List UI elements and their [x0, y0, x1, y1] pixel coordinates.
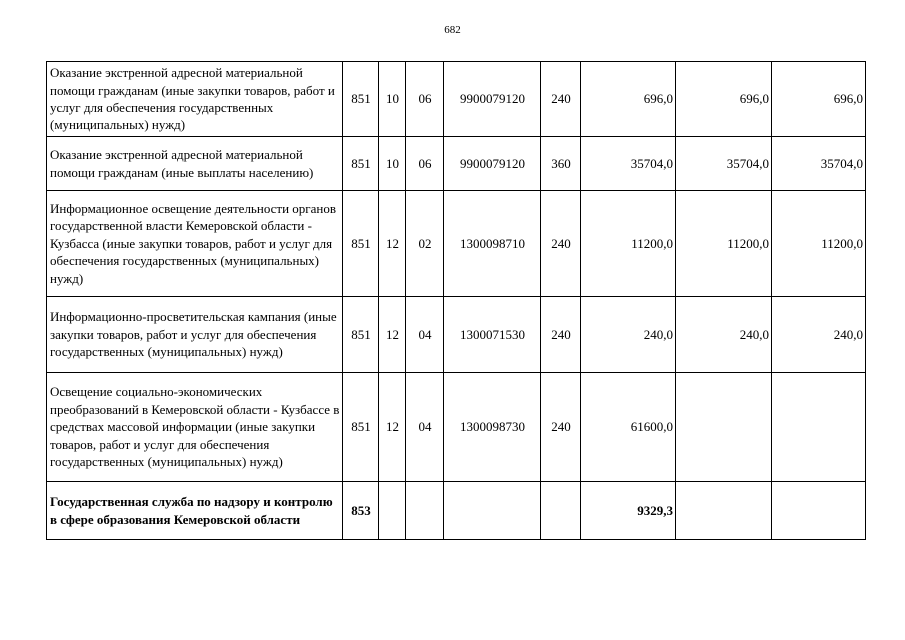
cell-sum-3: 11200,0 — [772, 191, 866, 297]
cell-ved: 853 — [343, 482, 379, 540]
cell-rz: 12 — [379, 297, 406, 373]
table-row-section-total — [47, 482, 866, 540]
cell-rz: 12 — [379, 191, 406, 297]
row-name: Оказание экстренной адресной материальной помощи гражданам (иные выплаты населению) — [47, 137, 343, 191]
cell-vr: 360 — [541, 137, 581, 191]
cell-sum-1: 696,0 — [581, 62, 676, 137]
table-row — [47, 137, 866, 191]
cell-pr: 06 — [406, 62, 444, 137]
cell-ved: 851 — [343, 137, 379, 191]
cell-csr: 1300071530 — [444, 297, 541, 373]
cell-ved: 851 — [343, 373, 379, 482]
cell-rz: 12 — [379, 373, 406, 482]
cell-ved: 851 — [343, 191, 379, 297]
cell-pr: 06 — [406, 137, 444, 191]
budget-table — [46, 61, 866, 540]
cell-csr: 9900079120 — [444, 62, 541, 137]
cell-ved: 851 — [343, 62, 379, 137]
row-name: Оказание экстренной адресной материальной помощи гражданам (иные закупки товаров, работ и услуг для обеспечения государственных (муниципальных) нужд) — [47, 62, 343, 137]
cell-ved: 851 — [343, 297, 379, 373]
cell-pr: 04 — [406, 297, 444, 373]
row-name: Государственная служба по надзору и контролю в сфере образования Кемеровской области — [47, 482, 343, 540]
page-number: 682 — [444, 24, 461, 36]
cell-vr: 240 — [541, 297, 581, 373]
cell-csr — [444, 482, 541, 540]
cell-csr: 1300098710 — [444, 191, 541, 297]
cell-sum-2 — [676, 482, 772, 540]
cell-vr — [541, 482, 581, 540]
cell-csr: 9900079120 — [444, 137, 541, 191]
cell-sum-2: 11200,0 — [676, 191, 772, 297]
cell-rz — [379, 482, 406, 540]
cell-sum-3 — [772, 373, 866, 482]
cell-sum-2: 35704,0 — [676, 137, 772, 191]
table-row — [47, 297, 866, 373]
cell-pr: 02 — [406, 191, 444, 297]
cell-sum-3 — [772, 482, 866, 540]
row-name: Информационное освещение деятельности органов государственной власти Кемеровской области - Кузбасса (иные закупки товаров, работ и услуг для обеспечения государственных (муниципальных) нужд) — [47, 191, 343, 297]
cell-csr: 1300098730 — [444, 373, 541, 482]
cell-pr: 04 — [406, 373, 444, 482]
cell-pr — [406, 482, 444, 540]
cell-sum-3: 240,0 — [772, 297, 866, 373]
cell-sum-1: 240,0 — [581, 297, 676, 373]
cell-sum-1: 9329,3 — [581, 482, 676, 540]
row-name: Информационно-просветительская кампания (иные закупки товаров, работ и услуг для обеспечения государственных (муниципальных) нужд) — [47, 297, 343, 373]
cell-rz: 10 — [379, 62, 406, 137]
cell-vr: 240 — [541, 373, 581, 482]
cell-sum-1: 11200,0 — [581, 191, 676, 297]
cell-sum-3: 35704,0 — [772, 137, 866, 191]
cell-sum-2: 240,0 — [676, 297, 772, 373]
table-row — [47, 191, 866, 297]
cell-vr: 240 — [541, 191, 581, 297]
row-name: Освещение социально-экономических преобразований в Кемеровской области - Кузбассе в средствах массовой информации (иные закупки товаров, работ и услуг для обеспечения государственных (муниципальных) нужд) — [47, 373, 343, 482]
table-row — [47, 62, 866, 137]
cell-sum-1: 61600,0 — [581, 373, 676, 482]
cell-sum-2 — [676, 373, 772, 482]
cell-vr: 240 — [541, 62, 581, 137]
cell-sum-1: 35704,0 — [581, 137, 676, 191]
table-row — [47, 373, 866, 482]
cell-rz: 10 — [379, 137, 406, 191]
cell-sum-2: 696,0 — [676, 62, 772, 137]
cell-sum-3: 696,0 — [772, 62, 866, 137]
